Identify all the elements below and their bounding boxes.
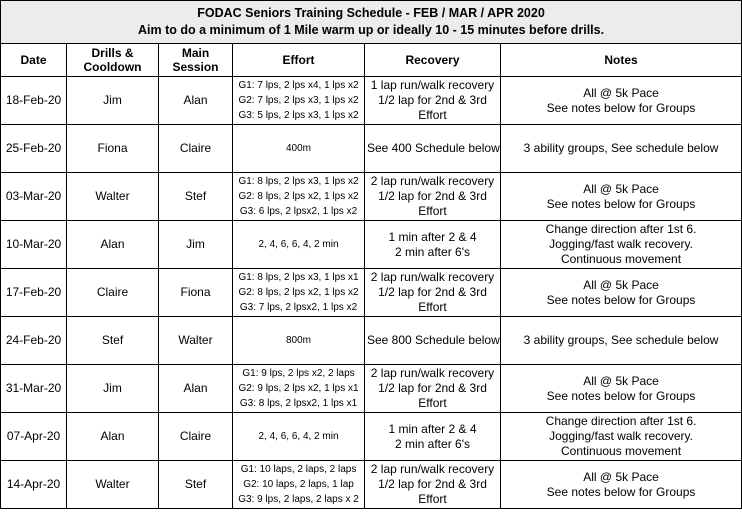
effort-cell-line: 800m bbox=[285, 335, 311, 346]
notes-cell-line: All @ 5k Pace bbox=[583, 373, 659, 388]
recovery-cell-line: Effort bbox=[418, 396, 447, 410]
recovery-cell-line: 1 min after 2 & 4 bbox=[388, 421, 477, 436]
recovery-cell bbox=[365, 77, 501, 125]
drills-cell: Alan bbox=[67, 413, 159, 461]
notes-cell bbox=[501, 221, 742, 269]
main-session-cell: Fiona bbox=[159, 269, 233, 317]
notes-cell-line: 3 ability groups, See schedule below bbox=[523, 333, 719, 347]
recovery-cell-line: 2 lap run/walk recovery bbox=[370, 366, 495, 380]
recovery-cell bbox=[365, 125, 501, 173]
effort-cell-line: G3: 7 lps, 2 lpsx2, 1 lps x2 bbox=[239, 302, 358, 313]
recovery-cell-line: 1/2 lap for 2nd & 3rd bbox=[378, 285, 487, 299]
recovery-cell-line: See 400 Schedule below bbox=[367, 141, 500, 155]
recovery-cell-line: 1 min after 2 & 4 bbox=[388, 229, 477, 244]
recovery-cell-line: 2 lap run/walk recovery bbox=[370, 462, 495, 476]
drills-cell: Walter bbox=[67, 461, 159, 509]
effort-cell-line: 400m bbox=[285, 143, 311, 154]
recovery-cell-line: Effort bbox=[418, 300, 447, 314]
effort-cell-line: G2: 10 laps, 2 laps, 1 lap bbox=[243, 479, 354, 490]
notes-cell-line: See notes below for Groups bbox=[546, 484, 696, 499]
header-effort: Effort bbox=[233, 44, 365, 77]
recovery-cell-line: See 800 Schedule below bbox=[367, 333, 500, 347]
recovery-cell bbox=[365, 413, 501, 461]
recovery-cell-line: 2 lap run/walk recovery bbox=[370, 174, 495, 188]
drills-cell: Jim bbox=[67, 77, 159, 125]
recovery-cell-line: 1/2 lap for 2nd & 3rd bbox=[378, 93, 487, 107]
table-row bbox=[1, 461, 742, 509]
date-cell: 18-Feb-20 bbox=[1, 77, 67, 125]
recovery-cell-line: 1/2 lap for 2nd & 3rd bbox=[378, 381, 487, 395]
effort-cell-line: G2: 8 lps, 2 lps x2, 1 lps x2 bbox=[238, 287, 359, 298]
table-row bbox=[1, 125, 742, 173]
drills-cell: Walter bbox=[67, 173, 159, 221]
effort-cell bbox=[233, 365, 365, 413]
recovery-cell-line: Effort bbox=[418, 204, 447, 218]
recovery-cell bbox=[365, 317, 501, 365]
notes-cell-line: See notes below for Groups bbox=[546, 196, 696, 211]
notes-cell bbox=[501, 77, 742, 125]
effort-cell bbox=[233, 173, 365, 221]
recovery-cell bbox=[365, 461, 501, 509]
header-main-session: Main Session bbox=[159, 44, 233, 77]
effort-cell-line: G3: 8 lps, 2 lpsx2, 1 lps x1 bbox=[239, 398, 358, 409]
drills-cell: Stef bbox=[67, 317, 159, 365]
recovery-cell-line: 1/2 lap for 2nd & 3rd bbox=[378, 477, 487, 491]
effort-cell bbox=[233, 413, 365, 461]
notes-cell-line: All @ 5k Pace bbox=[583, 277, 659, 292]
recovery-cell-line: 2 min after 6's bbox=[395, 436, 470, 451]
table-row bbox=[1, 77, 742, 125]
effort-cell-line: G2: 7 lps, 2 lps x3, 1 lps x2 bbox=[238, 95, 359, 106]
notes-cell-line: Continuous movement bbox=[561, 252, 682, 266]
notes-cell-line: Jogging/fast walk recovery. bbox=[549, 237, 693, 251]
date-cell: 25-Feb-20 bbox=[1, 125, 67, 173]
header-drills bbox=[67, 44, 159, 77]
effort-cell-line: G1: 8 lps, 2 lps x3, 1 lps x1 bbox=[238, 272, 359, 283]
recovery-cell bbox=[365, 173, 501, 221]
notes-cell-line: Continuous movement bbox=[561, 444, 682, 458]
drills-cell: Alan bbox=[67, 221, 159, 269]
notes-cell bbox=[501, 317, 742, 365]
notes-cell-line: All @ 5k Pace bbox=[583, 469, 659, 484]
recovery-cell-line: 2 lap run/walk recovery bbox=[370, 270, 495, 284]
table-row bbox=[1, 221, 742, 269]
table-row bbox=[1, 317, 742, 365]
effort-cell-line: 2, 4, 6, 6, 4, 2 min bbox=[258, 239, 339, 250]
notes-cell-line: All @ 5k Pace bbox=[583, 85, 659, 100]
title-line-2: Aim to do a minimum of 1 Mile warm up or ideally 10 - 15 minutes before drills. bbox=[138, 23, 605, 37]
notes-cell-line: See notes below for Groups bbox=[546, 388, 696, 403]
date-cell: 14-Apr-20 bbox=[1, 461, 67, 509]
notes-cell-line: All @ 5k Pace bbox=[583, 181, 659, 196]
effort-cell-line: G2: 9 lps, 2 lps x2, 1 lps x1 bbox=[238, 383, 359, 394]
notes-cell-line: Change direction after 1st 6. bbox=[545, 222, 697, 236]
header-drills-line-1: Drills & bbox=[91, 46, 134, 60]
recovery-cell-line: 1/2 lap for 2nd & 3rd bbox=[378, 189, 487, 203]
schedule-body bbox=[1, 77, 742, 509]
drills-cell: Fiona bbox=[67, 125, 159, 173]
drills-cell: Claire bbox=[67, 269, 159, 317]
effort-cell bbox=[233, 461, 365, 509]
header-drills-line-2: Cooldown bbox=[83, 60, 142, 74]
main-session-cell: Jim bbox=[159, 221, 233, 269]
notes-cell bbox=[501, 365, 742, 413]
notes-cell-line: Jogging/fast walk recovery. bbox=[549, 429, 693, 443]
effort-cell-line: G3: 6 lps, 2 lpsx2, 1 lps x2 bbox=[239, 206, 358, 217]
effort-cell-line: G1: 10 laps, 2 laps, 2 laps bbox=[240, 464, 357, 475]
table-row bbox=[1, 365, 742, 413]
effort-cell-line: G1: 7 lps, 2 lps x4, 1 lps x2 bbox=[238, 80, 359, 91]
notes-cell bbox=[501, 461, 742, 509]
notes-cell bbox=[501, 125, 742, 173]
header-notes: Notes bbox=[501, 44, 742, 77]
date-cell: 10-Mar-20 bbox=[1, 221, 67, 269]
effort-cell bbox=[233, 125, 365, 173]
schedule-title bbox=[1, 1, 742, 44]
notes-cell-line: See notes below for Groups bbox=[546, 100, 696, 115]
recovery-cell bbox=[365, 365, 501, 413]
effort-cell bbox=[233, 77, 365, 125]
recovery-cell bbox=[365, 221, 501, 269]
notes-cell bbox=[501, 173, 742, 221]
header-recovery: Recovery bbox=[365, 44, 501, 77]
date-cell: 17-Feb-20 bbox=[1, 269, 67, 317]
recovery-cell-line: 2 min after 6's bbox=[395, 244, 470, 259]
effort-cell bbox=[233, 221, 365, 269]
main-session-cell: Stef bbox=[159, 173, 233, 221]
table-row bbox=[1, 173, 742, 221]
main-session-cell: Claire bbox=[159, 413, 233, 461]
notes-cell-line: See notes below for Groups bbox=[546, 292, 696, 307]
main-session-cell: Claire bbox=[159, 125, 233, 173]
main-session-cell: Walter bbox=[159, 317, 233, 365]
notes-cell-line: 3 ability groups, See schedule below bbox=[523, 141, 719, 155]
recovery-cell bbox=[365, 269, 501, 317]
effort-cell-line: 2, 4, 6, 6, 4, 2 min bbox=[258, 431, 339, 442]
effort-cell-line: G1: 9 lps, 2 lps x2, 2 laps bbox=[242, 368, 355, 379]
drills-cell: Jim bbox=[67, 365, 159, 413]
date-cell: 31-Mar-20 bbox=[1, 365, 67, 413]
header-row bbox=[1, 44, 742, 77]
recovery-cell-line: Effort bbox=[418, 108, 447, 122]
effort-cell-line: G3: 5 lps, 2 lps x3, 1 lps x2 bbox=[238, 110, 359, 121]
notes-cell bbox=[501, 269, 742, 317]
date-cell: 03-Mar-20 bbox=[1, 173, 67, 221]
recovery-cell-line: Effort bbox=[418, 492, 447, 506]
effort-cell bbox=[233, 317, 365, 365]
main-session-cell: Alan bbox=[159, 77, 233, 125]
date-cell: 07-Apr-20 bbox=[1, 413, 67, 461]
effort-cell-line: G1: 8 lps, 2 lps x3, 1 lps x2 bbox=[238, 176, 359, 187]
main-session-cell: Stef bbox=[159, 461, 233, 509]
recovery-cell-line: 1 lap run/walk recovery bbox=[370, 78, 495, 92]
header-date: Date bbox=[1, 44, 67, 77]
effort-cell-line: G3: 9 lps, 2 laps, 2 laps x 2 bbox=[238, 494, 359, 505]
table-row bbox=[1, 269, 742, 317]
notes-cell bbox=[501, 413, 742, 461]
notes-cell-line: Change direction after 1st 6. bbox=[545, 414, 697, 428]
effort-cell bbox=[233, 269, 365, 317]
effort-cell-line: G2: 8 lps, 2 lps x2, 1 lps x2 bbox=[238, 191, 359, 202]
table-row bbox=[1, 413, 742, 461]
main-session-cell: Alan bbox=[159, 365, 233, 413]
date-cell: 24-Feb-20 bbox=[1, 317, 67, 365]
title-line-1: FODAC Seniors Training Schedule - FEB / MAR / APR 2020 bbox=[197, 6, 545, 20]
